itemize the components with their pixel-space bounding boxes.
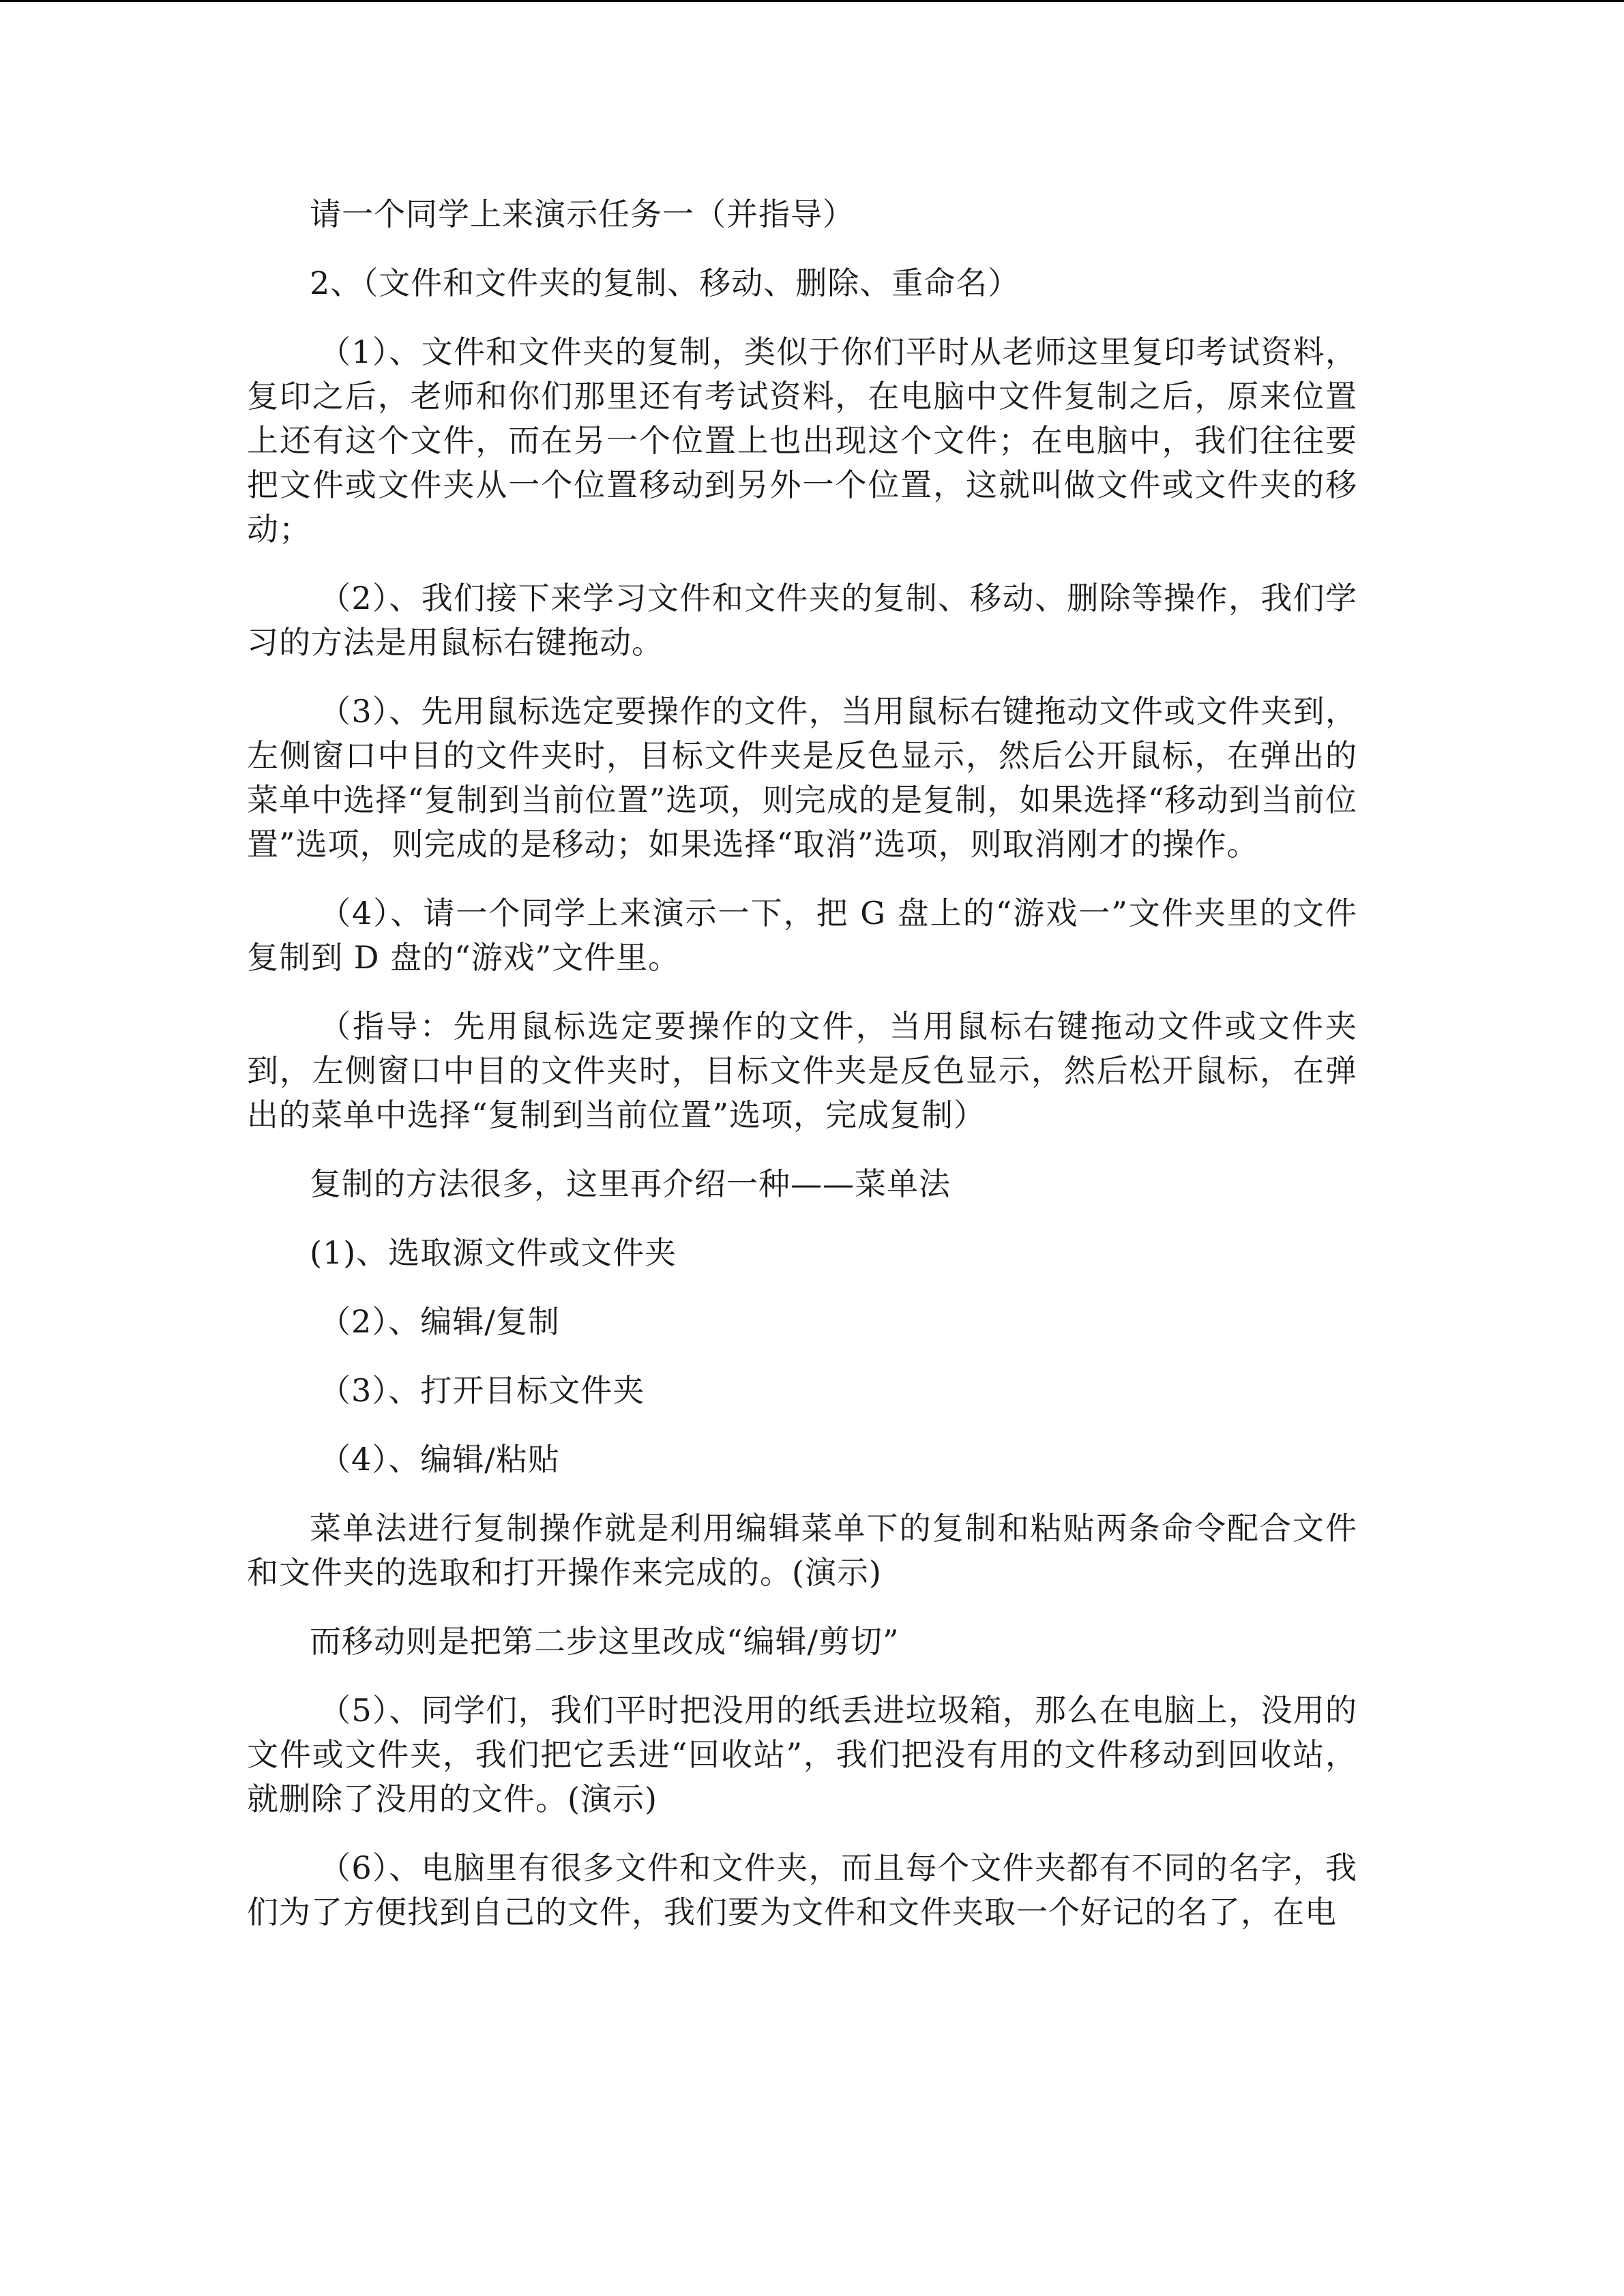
paragraph-drag-steps: （3）、先用鼠标选定要操作的文件，当用鼠标右键拖动文件或文件夹到，左侧窗口中目的文件夹时，目标文件夹是反色显示，然后公开鼠标，在弹出的菜单中选择“复制到当前位置”选项，则完成的是复制，如果选择“移动到当前位置”选项，则完成的是移动；如果选择“取消”选项，则取消刚才的操作。 xyxy=(247,693,1357,863)
list-item-step-4: （4）、编辑/粘贴 xyxy=(319,1441,560,1478)
paragraph-guidance: （指导：先用鼠标选定要操作的文件，当用鼠标右键拖动文件或文件夹到，左侧窗口中目的文件夹时，目标文件夹是反色显示，然后松开鼠标，在弹出的菜单中选择“复制到当前位置”选项，完成复制） xyxy=(247,1008,1357,1133)
paragraph-right-drag-method: （2）、我们接下来学习文件和文件夹的复制、移动、删除等操作，我们学习的方法是用鼠标右键拖动。 xyxy=(247,580,1357,661)
paragraph-copy-explanation: （1）、文件和文件夹的复制，类似于你们平时从老师这里复印考试资料，复印之后，老师和你们那里还有考试资料，在电脑中文件复制之后，原来位置上还有这个文件，而在另一个位置上也出现这个文件；在电脑中，我们往往要把文件或文件夹从一个位置移动到另外一个位置，这就叫做文件或文件夹的移动； xyxy=(247,333,1357,548)
section-heading-file-operations: 2、（文件和文件夹的复制、移动、删除、重命名） xyxy=(310,265,1020,301)
paragraph-recycle-bin: （5）、同学们，我们平时把没用的纸丢进垃圾箱，那么在电脑上，没用的文件或文件夹，我们把它丢进“回收站”，我们把没有用的文件移动到回收站，就删除了没用的文件。(演示) xyxy=(247,1692,1357,1817)
paragraph-rename: （6）、电脑里有很多文件和文件夹，而且每个文件夹都有不同的名字，我们为了方便找到自己的文件，我们要为文件和文件夹取一个好记的名了，在电 xyxy=(247,1849,1357,1930)
paragraph-menu-method-summary: 菜单法进行复制操作就是利用编辑菜单下的复制和粘贴两条命令配合文件和文件夹的选取和打开操作来完成的。(演示) xyxy=(247,1510,1357,1591)
paragraph-student-demo: （4）、请一个同学上来演示一下，把 G 盘上的“游戏一”文件夹里的文件复制到 D 盘的“游戏”文件里。 xyxy=(247,895,1357,976)
list-item-step-3: （3）、打开目标文件夹 xyxy=(319,1372,645,1409)
paragraph-move-note: 而移动则是把第二步这里改成“编辑/剪切” xyxy=(310,1623,900,1660)
page-top-border xyxy=(0,0,1624,2)
document-body xyxy=(247,192,1357,1959)
paragraph-demo-task: 请一个同学上来演示任务一（并指导） xyxy=(310,196,855,233)
list-item-step-1: (1)、选取源文件或文件夹 xyxy=(310,1234,677,1271)
list-item-step-2: （2）、编辑/复制 xyxy=(319,1303,560,1340)
paragraph-menu-method-intro: 复制的方法很多，这里再介绍一种——菜单法 xyxy=(310,1165,951,1202)
